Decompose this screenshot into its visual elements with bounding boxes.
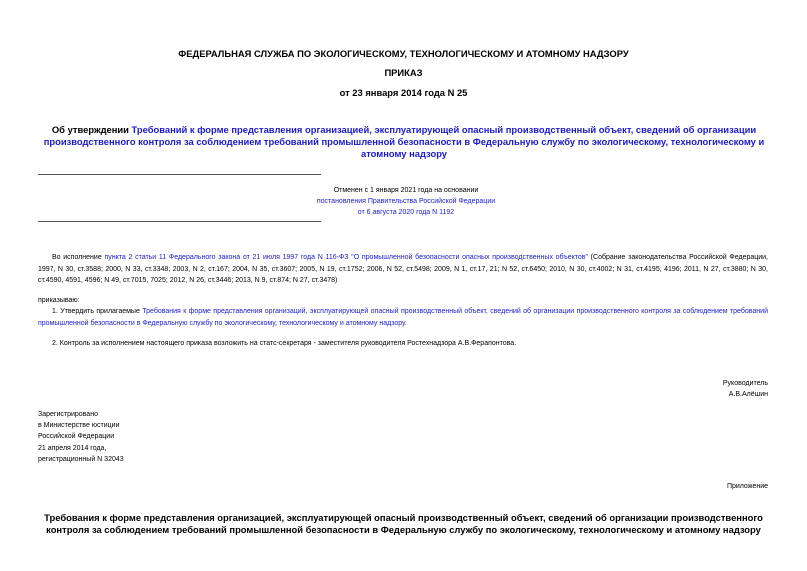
registration-block [38,409,124,465]
item-1 [38,306,768,329]
top-divider [38,174,321,175]
signature-block [723,378,768,400]
bottom-divider [38,221,321,222]
title-prefix: Об утверждении [51,124,132,135]
requirements-link[interactable]: Требования к форме представления организаций, эксплуатирующей опасный производственный объект, сведений об организации производственного контроля за соблюдением требований промышленной безопасности в Федеральную службу по экологическому, технологическому и атомному надзору [38,308,768,327]
cancellation-text: Отменен с 1 января 2021 года на основании [333,187,479,194]
registration-line: регистрационный N 32043 [38,455,124,463]
cancellation-link-line1[interactable]: постановления Правительства Российской Федерации [316,198,496,205]
item1-prefix: 1. Утвердить прилагаемые [52,308,143,315]
doc-type-heading: ПРИКАЗ [384,67,423,78]
registration-line: Российской Федерации [38,433,115,441]
item-2: 2. Контроль за исполнением настоящего приказа возложить на статс-секретаря - заместителя руководителя Ростехнадзора А.В.Ферапонтова. [52,340,517,347]
order-title [34,124,774,160]
signature-name: А.В.Алёшин [728,391,768,398]
appendix-title: Требования к форме представления организацией, эксплуатирующей опасный производственный объект, сведений об организации производственного контроля за соблюдением требований промышленной безопасности в Федеральную службу по экологическому, технологическому и атомному надзору [44,512,763,535]
registration-line: Зарегистрировано [38,411,98,418]
intro-paragraph [38,252,768,287]
signature-position: Руководитель [722,380,768,387]
date-number-heading: от 23 января 2014 года N 25 [339,87,468,98]
title-requirements-link[interactable]: Требований к форме представления организацией, эксплуатирующей опасный производственный объект, сведений об организации производственного контроля за соблюдением требований промышленной безопасности в Федеральную службу по экологическому, технологическому и атомному надзору [43,124,765,159]
cancellation-note [300,185,512,218]
item1-suffix: . [404,319,407,327]
registration-line: 21 апреля 2014 года, [38,444,107,452]
registration-line: в Министерстве юстиции [38,422,120,430]
order-word: приказываю: [38,297,80,304]
agency-heading: ФЕДЕРАЛЬНАЯ СЛУЖБА ПО ЭКОЛОГИЧЕСКОМУ, ТЕХНОЛОГИЧЕСКОМУ И АТОМНОМУ НАДЗОРУ [178,48,629,59]
cancellation-link-line2[interactable]: от 6 августа 2020 года N 1192 [357,209,455,216]
law-link[interactable]: пункта 2 статьи 11 Федерального закона от 21 июля 1997 года N 116-ФЗ "О промышленной безопасности опасных производственных объектов" [104,254,588,261]
appendix-label: Приложение [726,483,768,490]
intro-prefix: Во исполнение [52,254,105,261]
intro-suffix: (Собрание законодательства Российской Федерации, 1997, N 30, ст.3588; 2000, N 33, ст.3348; 2003, N 2, ст.167; 2004, N 35, ст.3607; 2005, N 19, ст.1752; 2006, N 52, ст.5498; 2009, N 1, ст.17, 21; N 52, ст.6450; 2010, N 30, ст.4002; N 31, ст.4195, 4196; 2011, N 27, ст.3880; N 30, ст.4590, 4591, 4596; N 49, ст.7015, 7025; 2012, N 26, ст.3446; 2013, N 9, ст.874; N 27, ст.3478) [38,254,769,284]
